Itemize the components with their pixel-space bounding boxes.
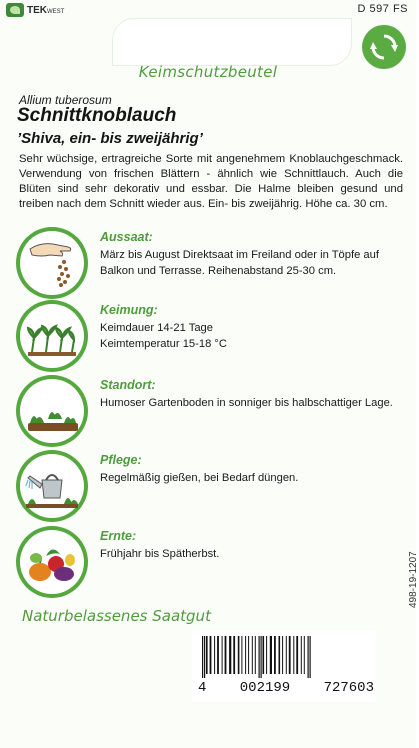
section-keimung bbox=[16, 300, 412, 372]
section-text: März bis August Direktsaat im Freiland oder in Töpfe auf Balkon und Terrasse. Reihenabstand 25-30 cm. bbox=[100, 249, 379, 277]
footer-tagline: Naturbelassenes Saatgut bbox=[22, 607, 211, 625]
section-ernte bbox=[16, 526, 412, 598]
watering-can-icon bbox=[24, 458, 80, 514]
section-title: Keimung: bbox=[100, 303, 158, 317]
brand-logo bbox=[6, 3, 64, 17]
product-code: D 597 FS bbox=[357, 3, 408, 15]
side-code: 498-19-1207 bbox=[408, 551, 419, 608]
section-standort bbox=[16, 375, 412, 447]
barcode-bars bbox=[200, 636, 368, 678]
section-aussaat bbox=[16, 227, 412, 299]
section-text: Keimdauer 14-21 Tage Keimtemperatur 15-18 °C bbox=[100, 322, 227, 350]
packet-window bbox=[112, 18, 352, 66]
brand-suffix: WEST bbox=[47, 8, 65, 15]
plant-description: Sehr wüchsige, ertragreiche Sorte mit angenehmem Knoblauchgeschmack. Verwendung von frischen Blättern - ähnlich wie Schnittlauch. Auch die Blüten sind sehr dekorativ und essbar. Die Halme bleiben gesund und treiben nach dem Schnitt wieder aus. Ein- bis zweijährig. Höhe ca. 30 cm. bbox=[19, 153, 403, 210]
plant-name: Schnittknoblauch bbox=[17, 105, 177, 126]
harvest-vegetables-icon bbox=[24, 534, 80, 590]
leaf-logo-icon bbox=[6, 3, 24, 17]
section-title: Standort: bbox=[100, 378, 156, 392]
section-title: Aussaat: bbox=[100, 230, 153, 244]
barcode-number: 4 002199 727603 bbox=[198, 680, 374, 696]
seedlings-icon bbox=[24, 308, 80, 364]
section-text: Frühjahr bis Spätherbst. bbox=[100, 548, 220, 560]
sowing-hand-icon bbox=[24, 235, 80, 291]
section-text: Humoser Gartenboden in sonniger bis halbschattiger Lage. bbox=[100, 397, 393, 409]
section-title: Pflege: bbox=[100, 453, 142, 467]
section-pflege bbox=[16, 450, 412, 522]
soil-plants-icon bbox=[24, 383, 80, 439]
variety-name: ’Shiva, ein- bis zweijährig’ bbox=[17, 130, 203, 147]
brand-name: TEK bbox=[27, 4, 47, 16]
section-title: Ernte: bbox=[100, 529, 137, 543]
barcode bbox=[192, 630, 376, 702]
packet-type-heading: Keimschutzbeutel bbox=[138, 63, 278, 81]
latin-name: Allium tuberosum bbox=[19, 93, 112, 107]
section-text: Regelmäßig gießen, bei Bedarf düngen. bbox=[100, 472, 299, 484]
